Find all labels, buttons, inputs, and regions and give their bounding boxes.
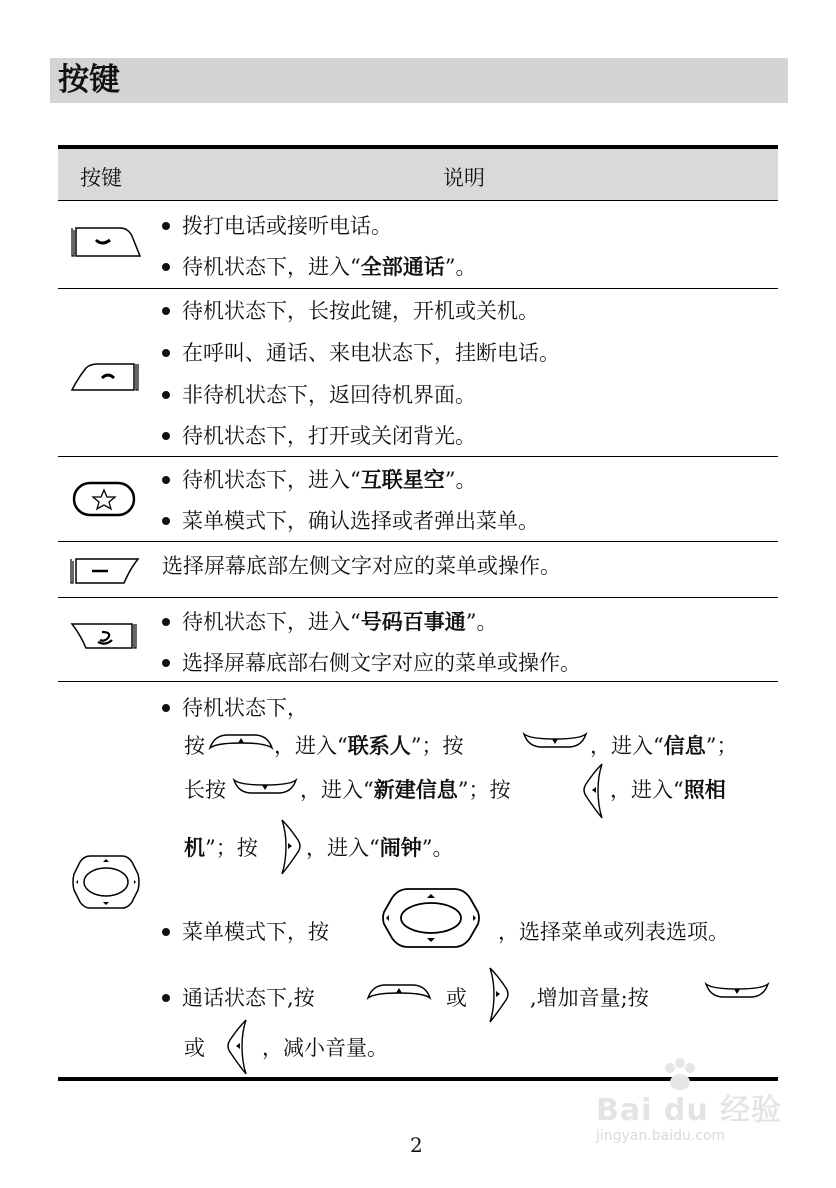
text: ，进入“联系人”；按 [274,734,464,758]
down-key-icon [232,774,298,798]
page-number: 2 [410,1133,423,1157]
row-divider [58,456,778,457]
left-soft-key-icon [68,555,142,587]
up-key-icon [208,730,274,754]
text: ，进入“闹钟”。 [306,836,454,860]
text: ，减小音量。 [262,1036,388,1060]
navigation-key-icon [70,852,142,912]
left-key-icon [224,1018,252,1076]
list-item: 待机状态下，进入“互联星空”。 [162,466,477,494]
list-item: 菜单模式下，确认选择或者弹出菜单。 [162,507,539,535]
down-key-icon [704,978,770,1002]
list-item: 选择屏幕底部右侧文字对应的菜单或操作。 [162,649,581,677]
section-header-bar [50,58,788,103]
list-item: 待机状态下，长按此键，开机或关机。 [162,297,539,325]
end-key-icon [70,360,142,396]
watermark-url: jingyan.baidu.com [596,1128,726,1144]
text: ，进入“信息”； [590,734,738,758]
text: 按 [184,734,205,758]
left-key-icon [580,762,608,820]
text: ,增加音量;按 [530,986,649,1010]
list-item: 非待机状态下，返回待机界面。 [162,381,476,409]
down-key-icon [522,728,588,752]
text: 或 [446,986,467,1010]
row-divider [58,597,778,598]
text: ，进入“新建信息”；按 [300,778,511,802]
list-item: 菜单模式下，按 [162,918,329,946]
right-key-icon [484,966,512,1024]
text: 长按 [184,778,226,802]
list-item: 待机状态下， [162,694,308,722]
list-item: 通话状态下,按 [162,984,315,1012]
list-item: 待机状态下，进入“号码百事通”。 [162,608,498,636]
row-divider [58,288,778,289]
text: 或 [184,1036,205,1060]
text: ，进入“照相 [610,778,726,802]
up-key-icon [366,980,432,1004]
list-item: 待机状态下，打开或关闭背光。 [162,422,476,450]
watermark-brand: Bai du 经验 [596,1093,783,1128]
list-item: 在呼叫、通话、来电状态下，挂断电话。 [162,339,560,367]
table-header [58,149,778,201]
list-item: 待机状态下，进入“全部通话”。 [162,253,477,281]
row-divider [58,541,778,542]
right-soft-key-icon [68,620,142,652]
header-key: 按键 [80,166,122,190]
ok-key-icon [72,480,138,520]
text: ，选择菜单或列表选项。 [498,920,729,944]
send-key-icon [70,222,142,262]
navigation-key-icon [380,886,482,950]
text: 机”；按 [184,836,258,860]
section-title: 按键 [58,62,120,98]
header-description: 说明 [443,166,485,190]
list-item: 拨打电话或接听电话。 [162,212,392,240]
row-divider [58,681,778,682]
right-key-icon [276,818,304,876]
row-description: 选择屏幕底部左侧文字对应的菜单或操作。 [162,554,561,578]
